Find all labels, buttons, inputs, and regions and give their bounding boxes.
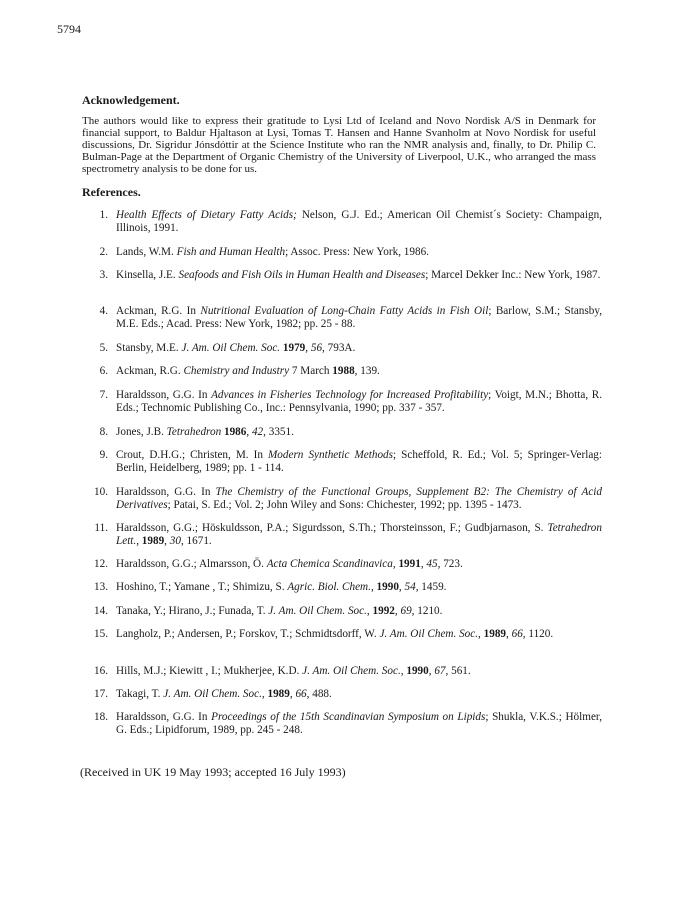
reference-number: 7.	[99, 389, 108, 401]
acknowledgement-heading: Acknowledgement.	[82, 93, 180, 107]
reference-text: Crout, D.H.G.; Christen, M. In Modern Synthetic Methods; Scheffold, R. Ed.; Vol. 5; Springer-Verlag: Berlin, Heidelberg, 1989; pp. 1 - 114.	[116, 449, 602, 474]
reference-number: 16.	[94, 665, 108, 677]
reference-number: 9.	[99, 449, 108, 461]
reference-number: 14.	[94, 605, 108, 617]
acknowledgement-body: The authors would like to express their gratitude to Lysi Ltd of Iceland and Novo Nordisk A/S in Denmark for financial support, to Baldur Hjaltason at Lysi, Tomas T. Hansen and Hanne Svanholm at Novo Nordisk for useful discussions, Dr. Sigridur Jónsdóttir at the Science Institute who ran the NMR analysis and, finally, to Dr. Philip C. Bulman-Page at the Department of Organic Chemistry of the University of Liverpool, U.K., who arranged the mass spectrometry analysis to be done for us.	[82, 115, 596, 175]
reference-item	[82, 558, 602, 571]
reference-text: Health Effects of Dietary Fatty Acids; Nelson, G.J. Ed.; American Oil Chemist´s Society: Champaign, Illinois, 1991.	[116, 209, 602, 234]
reference-number: 3.	[99, 269, 108, 281]
reference-text: Haraldsson, G.G.; Almarsson, Ö. Acta Chemica Scandinavica, 1991, 45, 723.	[116, 558, 463, 570]
reference-item	[82, 605, 602, 618]
reference-number: 8.	[99, 426, 108, 438]
reference-item	[82, 522, 602, 547]
reference-text: Ackman, R.G. In Nutritional Evaluation of Long-Chain Fatty Acids in Fish Oil; Barlow, S.M.; Stansby, M.E. Eds.; Acad. Press: New York, 1982; pp. 25 - 88.	[116, 305, 602, 330]
reference-text: Tanaka, Y.; Hirano, J.; Funada, T. J. Am. Oil Chem. Soc., 1992, 69, 1210.	[116, 605, 443, 617]
reference-text: Ackman, R.G. Chemistry and Industry 7 March 1988, 139.	[116, 365, 380, 377]
reference-item	[82, 209, 602, 234]
reference-text: Lands, W.M. Fish and Human Health; Assoc. Press: New York, 1986.	[116, 246, 429, 258]
reference-item	[82, 269, 602, 282]
reference-text: Hills, M.J.; Kiewitt , I.; Mukherjee, K.D. J. Am. Oil Chem. Soc., 1990, 67, 561.	[116, 665, 471, 677]
reference-number: 11.	[94, 522, 108, 534]
reference-text: Hoshino, T.; Yamane , T.; Shimizu, S. Agric. Biol. Chem., 1990, 54, 1459.	[116, 581, 447, 593]
reference-item	[82, 246, 602, 259]
reference-item	[82, 665, 602, 678]
reference-text: Haraldsson, G.G. In The Chemistry of the Functional Groups, Supplement B2: The Chemistry of Acid Derivatives; Patai, S. Ed.; Vol. 2; John Wiley and Sons: Chichester, 1992; pp. 1395 - 1473.	[116, 486, 603, 511]
reference-item	[82, 688, 602, 701]
reference-item	[82, 581, 602, 594]
reference-number: 2.	[99, 246, 108, 258]
reference-item	[82, 342, 602, 355]
reference-text: Langholz, P.; Andersen, P.; Forskov, T.; Schmidtsdorff, W. J. Am. Oil Chem. Soc., 1989, 66, 1120.	[116, 628, 554, 640]
page-number: 5794	[57, 22, 81, 36]
reference-item	[82, 305, 602, 330]
reference-text: Haraldsson, G.G. In Advances in Fisheries Technology for Increased Profitability; Voigt, M.N.; Bhotta, R. Eds.; Technomic Publishing Co., Inc.: Pennsylvania, 1990; pp. 337 - 357.	[116, 389, 603, 414]
reference-number: 1.	[99, 209, 108, 221]
reference-item	[82, 711, 602, 736]
reference-item	[82, 365, 602, 378]
reference-number: 6.	[99, 365, 108, 377]
reference-item	[82, 486, 602, 511]
reference-number: 12.	[94, 558, 108, 570]
reference-text: Kinsella, J.E. Seafoods and Fish Oils in Human Health and Diseases; Marcel Dekker Inc.: New York, 1987.	[116, 269, 601, 281]
references-heading: References.	[82, 185, 141, 199]
reference-text: Takagi, T. J. Am. Oil Chem. Soc., 1989, 66, 488.	[116, 688, 332, 700]
reference-item	[82, 628, 602, 641]
reference-item	[82, 449, 602, 474]
reference-number: 5.	[99, 342, 108, 354]
reference-number: 18.	[94, 711, 108, 723]
reference-number: 15.	[94, 628, 108, 640]
received-dates: (Received in UK 19 May 1993; accepted 16 July 1993)	[80, 765, 346, 779]
reference-number: 17.	[94, 688, 108, 700]
reference-item	[82, 389, 602, 414]
reference-text: Haraldsson, G.G. In Proceedings of the 15th Scandinavian Symposium on Lipids; Shukla, V.K.S.; Hölmer, G. Eds.; Lipidforum, 1989, pp. 245 - 248.	[116, 711, 602, 736]
reference-text: Stansby, M.E. J. Am. Oil Chem. Soc. 1979, 56, 793A.	[116, 342, 356, 354]
reference-number: 13.	[94, 581, 108, 593]
reference-number: 4.	[99, 305, 108, 317]
reference-item	[82, 426, 602, 439]
reference-text: Jones, J.B. Tetrahedron 1986, 42, 3351.	[116, 426, 294, 438]
reference-text: Haraldsson, G.G.; Höskuldsson, P.A.; Sigurdsson, S.Th.; Thorsteinsson, F.; Gudbjarnason, S. Tetrahedron Lett., 1989, 30, 1671.	[116, 522, 602, 547]
reference-number: 10.	[94, 486, 108, 498]
